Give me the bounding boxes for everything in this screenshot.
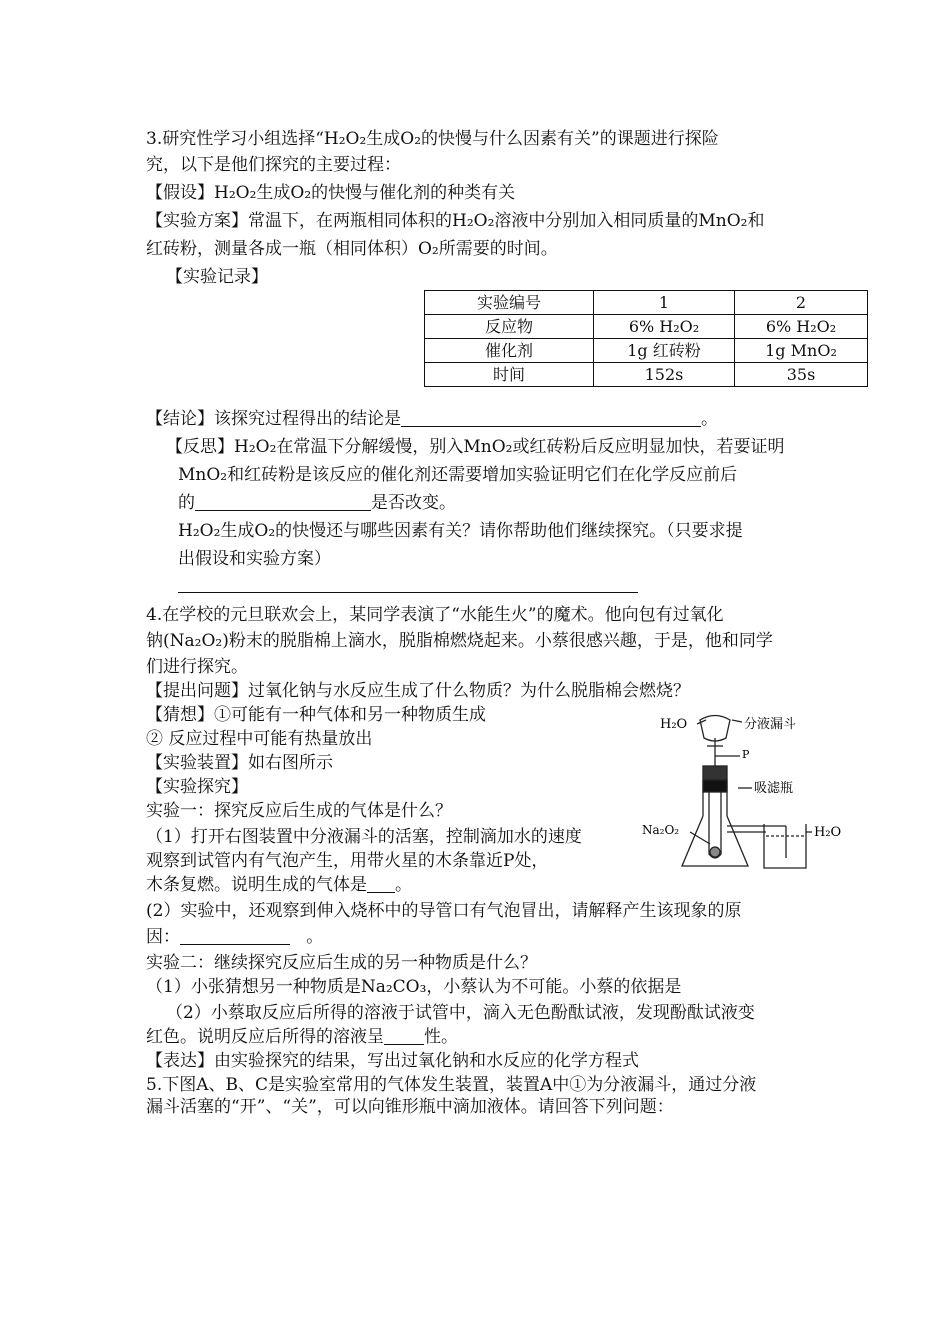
q4-guess2: ② 反应过程中可能有热量放出 [146, 729, 373, 749]
q3-reflect-line3 [178, 492, 456, 514]
q4-exp1-1b: 观察到试管内有气泡产生，用带火星的木条靠近P处， [146, 851, 549, 871]
exp2-2b-post: 性。 [424, 1027, 458, 1047]
beaker-icon [764, 824, 806, 868]
table-row [425, 315, 868, 339]
q3-line2: 究，以下是他们探究的主要过程： [146, 155, 401, 175]
q4-explore: 【实验探究】 [146, 777, 248, 797]
h2o-right-label: H₂O [814, 825, 842, 840]
q4-line3: 们进行探究。 [146, 657, 248, 677]
q4-exp2-1: （1）小张猜想另一种物质是Na₂CO₃，小蔡认为不可能。小蔡的依据是 [146, 977, 682, 997]
answer-line[interactable] [178, 592, 638, 593]
q3-line1: 3.研究性学习小组选择“H₂O₂生成O₂的快慢与什么因素有关”的课题进行探险 [146, 129, 719, 149]
q4-express: 【表达】由实验探究的结果，写出过氧化钠和水反应的化学方程式 [146, 1051, 639, 1071]
exp1-1c-post: 。 [395, 875, 412, 895]
q3-conclusion [146, 408, 718, 430]
conclusion-label: 【结论】该探究过程得出的结论是 [146, 409, 401, 429]
reason-blank[interactable] [180, 927, 290, 945]
table-cell: 实验编号 [425, 291, 594, 315]
table-cell: 时间 [425, 363, 594, 387]
reflect3-post: 是否改变。 [371, 493, 456, 513]
q3-plan-line2: 红砖粉，测量各成一瓶（相同体积）O₂所需要的时间。 [146, 239, 558, 259]
q4-exp1: 实验一：探究反应后生成的气体是什么？ [146, 801, 452, 821]
table-row [425, 339, 868, 363]
exp2-2b-pre: 红色。说明反应后所得的溶液呈 [146, 1027, 384, 1047]
table-cell: 6% H₂O₂ [735, 315, 868, 339]
q4-line1: 4.在学校的元旦联欢会上，某同学表演了“水能生火”的魔术。他向包有过氧化 [146, 605, 724, 625]
q3-reflect-line4: H₂O₂生成O₂的快慢还与哪些因素有关？请你帮助他们继续探究。（只要求提 [178, 521, 743, 541]
exp1-1c-pre: 木条复燃。说明生成的气体是 [146, 875, 367, 895]
q4-exp1-1c [146, 874, 412, 896]
table-row [425, 363, 868, 387]
q3-plan-line1: 【实验方案】常温下，在两瓶相同体积的H₂O₂溶液中分别加入相同质量的MnO₂和 [146, 211, 765, 231]
q4-question: 【提出问题】过氧化钠与水反应生成了什么物质？为什么脱脂棉会燃烧？ [146, 681, 690, 701]
p-label: P [742, 748, 750, 761]
table-cell: 1 [594, 291, 735, 315]
gas-blank[interactable] [367, 875, 395, 893]
na2o2-powder-icon [710, 847, 720, 857]
table-cell: 152s [594, 363, 735, 387]
table-cell: 1g MnO₂ [735, 339, 868, 363]
q4-apparatus: 【实验装置】如右图所示 [146, 753, 333, 773]
q4-line2: 钠(Na₂O₂)粉末的脱脂棉上滴水，脱脂棉燃烧起来。小蔡很感兴趣，于是，他和同学 [146, 631, 773, 651]
q4-guess1: 【猜想】①可能有一种气体和另一种物质生成 [146, 705, 486, 725]
experiment-record-table [424, 290, 868, 387]
flask-label: 吸滤瓶 [754, 781, 794, 796]
table-row [425, 291, 868, 315]
separatory-funnel-icon [700, 716, 730, 742]
q5-line1: 5.下图A、B、C是实验室常用的气体发生装置，装置A中①为分液漏斗，通过分液 [146, 1075, 757, 1095]
q4-exp1-1a: （1）打开右图装置中分液漏斗的活塞，控制滴加水的速度 [146, 827, 582, 847]
exp1-2b-pre: 因： [146, 927, 180, 947]
q3-reflect-line5: 出假设和实验方案） [178, 549, 331, 569]
q3-reflect-line2: MnO₂和红砖粉是该反应的催化剂还需要增加实验证明它们在化学反应前后 [178, 465, 738, 485]
reflect3-pre: 的 [178, 493, 195, 513]
q5-line2: 漏斗活塞的“开”、“关”，可以向锥形瓶中滴加液体。请回答下列问题： [146, 1097, 674, 1117]
q4-exp1-2b [146, 926, 323, 948]
table-cell: 催化剂 [425, 339, 594, 363]
reflect-blank[interactable] [195, 493, 371, 511]
q3-hypothesis: 【假设】H₂O₂生成O₂的快慢与催化剂的种类有关 [146, 183, 516, 203]
q4-exp2: 实验二：继续探究反应后生成的另一种物质是什么？ [146, 953, 537, 973]
table-cell: 35s [735, 363, 868, 387]
q4-exp2-2a: （2）小蔡取反应后所得的溶液于试管中，滴入无色酚酞试液，发现酚酞试液变 [166, 1003, 755, 1023]
funnel-label: 分液漏斗 [744, 717, 797, 732]
q3-reflect-line1: 【反思】H₂O₂在常温下分解缓慢，别入MnO₂或红砖粉后反应明显加快，若要证明 [166, 437, 785, 457]
q4-exp1-2a: (2）实验中，还观察到伸入烧杯中的导管口有气泡冒出，请解释产生该现象的原 [146, 901, 742, 921]
h2o-top-label: H₂O [660, 717, 688, 732]
table-cell: 1g 红砖粉 [594, 339, 735, 363]
apparatus-figure [640, 708, 850, 878]
conclusion-end: 。 [701, 409, 718, 429]
q4-exp2-2b [146, 1026, 458, 1048]
table-cell: 6% H₂O₂ [594, 315, 735, 339]
q3-record-heading: 【实验记录】 [166, 267, 268, 287]
table-cell: 反应物 [425, 315, 594, 339]
exp1-2b-post: 。 [306, 927, 324, 947]
property-blank[interactable] [384, 1027, 424, 1045]
table-cell: 2 [735, 291, 868, 315]
conclusion-blank[interactable] [401, 409, 701, 427]
na2o2-label: Na₂O₂ [642, 823, 680, 837]
